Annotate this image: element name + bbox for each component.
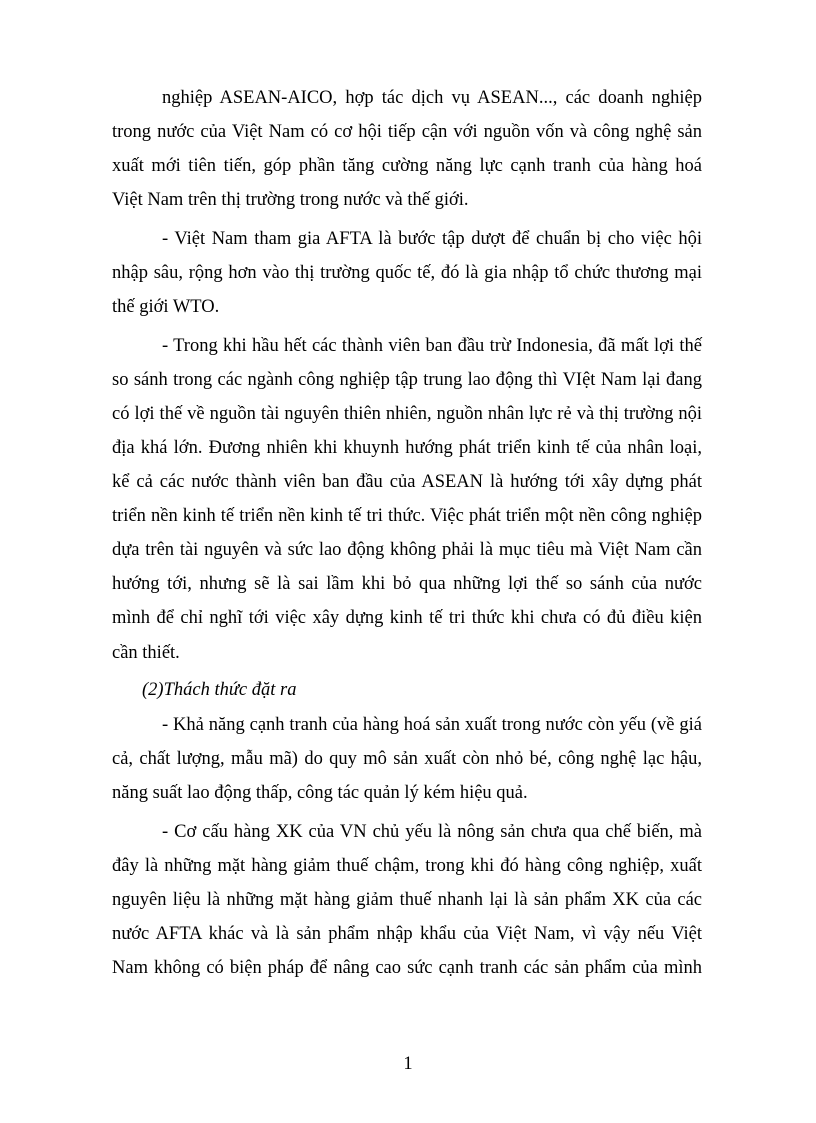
paragraph-2-line-2: nhập sâu, rộng hơn vào thị trường quốc tế, đó là gia nhập tổ chức thương mại <box>112 263 702 283</box>
paragraph-4-line-1: - Khả năng cạnh tranh của hàng hoá sản xuất trong nước còn yếu (về giá <box>162 715 702 735</box>
paragraph-5-line-1: - Cơ cấu hàng XK của VN chủ yếu là nông sản chưa qua chế biến, mà <box>162 822 702 842</box>
paragraph-3-line-8: hướng tới, nhưng sẽ là sai lầm khi bỏ qua những lợi thế so sánh của nước <box>112 574 702 594</box>
paragraph-5-line-4: nước AFTA khác và là sản phẩm nhập khẩu của Việt Nam, vì vậy nếu Việt <box>112 924 702 944</box>
paragraph-1-line-2: trong nước của Việt Nam có cơ hội tiếp cận với nguồn vốn và công nghệ sản <box>112 122 702 142</box>
paragraph-3-line-2: so sánh trong các ngành công nghiệp tập trung lao động thì VIệt Nam lại đang <box>112 370 702 390</box>
paragraph-3-line-7: dựa trên tài nguyên và sức lao động không phải là mục tiêu mà Việt Nam cần <box>112 540 702 560</box>
paragraph-5-line-2: đây là những mặt hàng giảm thuế chậm, trong khi đó hàng công nghiệp, xuất <box>112 856 702 876</box>
paragraph-4-line-2: cả, chất lượng, mẫu mã) do quy mô sản xuất còn nhỏ bé, công nghệ lạc hậu, <box>112 749 702 769</box>
paragraph-3-line-3: có lợi thế về nguồn tài nguyên thiên nhiên, nguồn nhân lực rẻ và thị trường nội <box>112 404 702 424</box>
paragraph-2-line-1: - Việt Nam tham gia AFTA là bước tập dượt để chuẩn bị cho việc hội <box>162 229 702 249</box>
paragraph-3-line-10: cần thiết. <box>112 643 180 663</box>
paragraph-1-line-3: xuất mới tiên tiến, góp phần tăng cường năng lực cạnh tranh của hàng hoá <box>112 156 702 176</box>
paragraph-5-line-5: Nam không có biện pháp để nâng cao sức cạnh tranh các sản phẩm của mình <box>112 958 702 978</box>
paragraph-3-line-6: triển nền kinh tế triển nền kinh tế tri thức. Việc phát triển một nền công nghiệp <box>112 506 702 526</box>
paragraph-3-line-9: mình để chỉ nghĩ tới việc xây dựng kinh tế tri thức khi chưa có đủ điều kiện <box>112 608 702 628</box>
paragraph-4-line-3: năng suất lao động thấp, công tác quản lý kém hiệu quả. <box>112 783 528 803</box>
paragraph-3-line-5: kể cả các nước thành viên ban đầu của ASEAN là hướng tới xây dựng phát <box>112 472 702 492</box>
paragraph-1-line-1: nghiệp ASEAN-AICO, hợp tác dịch vụ ASEAN..., các doanh nghiệp <box>162 88 702 108</box>
section-heading: (2)Thách thức đặt ra <box>142 680 297 700</box>
paragraph-1-line-4: Việt Nam trên thị trường trong nước và thế giới. <box>112 190 469 210</box>
paragraph-3-line-1: - Trong khi hầu hết các thành viên ban đầu trừ Indonesia, đã mất lợi thế <box>162 336 702 356</box>
paragraph-3-line-4: địa khá lớn. Đương nhiên khi khuynh hướng phát triển kinh tế của nhân loại, <box>112 438 702 458</box>
page-number: 1 <box>403 1054 413 1074</box>
paragraph-5-line-3: nguyên liệu là những mặt hàng giảm thuế nhanh lại là sản phẩm XK của các <box>112 890 702 910</box>
paragraph-2-line-3: thế giới WTO. <box>112 297 220 317</box>
